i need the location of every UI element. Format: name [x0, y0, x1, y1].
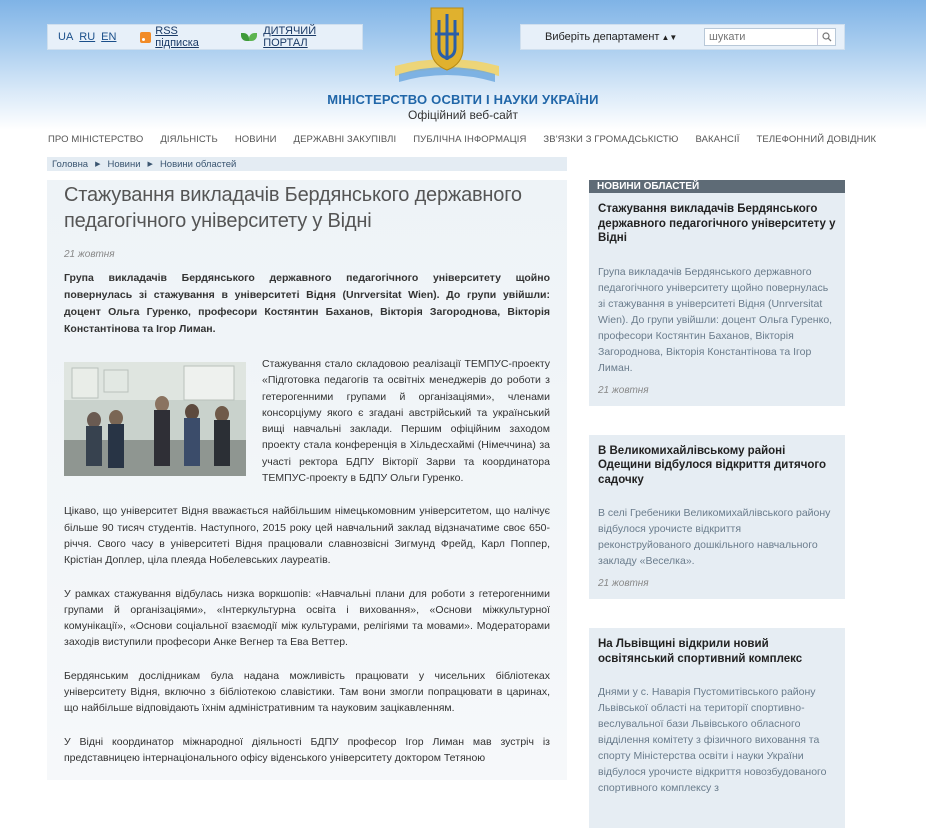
nav-item-public-info[interactable]: ПУБЛІЧНА ІНФОРМАЦІЯ — [413, 134, 527, 145]
article-lead: Група викладачів Бердянського державного педагогічного університету щойно повернулась зі стажування в університеті Відня (Unrversitat Wien). До групи увійшли: доцент Ольга Гуренко, професори Костянтин Баханов, Вікторія Загороднова, Вікторія Константінова та Ігор Лиман. — [64, 272, 550, 335]
lang-ru[interactable]: RU — [79, 31, 96, 43]
article-title: Стажування викладачів Бердянського державного педагогічного університету у Відні — [64, 184, 522, 232]
breadcrumb-current: Новини областей — [159, 158, 237, 170]
news-excerpt: Днями у с. Наварія Пустомитівського району Львівської області на території спортивно-веслувальної бази Львівського обласного відділення комітету з фізичного виховання та спорту Міністерства освіти і науки України відбулося урочисте відкриття новозбудованого спортивного комплексу з — [598, 686, 827, 794]
news-title-link[interactable]: На Львівщині відкрили новий освітянський спортивний комплекс — [598, 638, 803, 665]
main-nav — [48, 134, 893, 145]
article-photo — [64, 362, 246, 476]
article-paragraph: Стажування стало складовою реалізації ТЕМПУС-проекту «Підготовка педагогів та освітніх менеджерів до роботи з гетерогенними групами й організаціями», членами консорціуму якого є згадані австрійський та український вищі навчальні заклади. Першим офіційним заходом проекту стала конференція в Хільдесхаймі (Німеччина) за участі ректора БДПУ Вікторії Зарви та координатора ТЕМПУС-проекту в БДПУ Ольги Гуренко. — [262, 358, 550, 485]
news-date: 21 жовтня — [598, 578, 649, 589]
kids-portal-link[interactable]: ДИТЯЧИЙ ПОРТАЛ — [263, 25, 317, 49]
article-paragraph: Цікаво, що університет Відня вважається найбільшим німецькомовним університетом, що налічує більше 90 тисяч студентів. Наступного, 2015 року цей навчальний заклад відзначатиме своє 650-річчя. Свого часу в університеті Відня працювали славнозвісні Зигмунд Фрейд, Карл Поппер, Крістіан Доплер, ціла плеяда Нобелевських лауреатів. — [64, 505, 550, 567]
nav-item-about[interactable]: ПРО МІНІСТЕРСТВО — [48, 134, 144, 145]
breadcrumb-arrow-icon: ▶ — [147, 161, 153, 168]
article-paragraph: У рамках стажування відбулась низка воркшопів: «Навчальні плани для роботи з гетерогенними групами й організаціями», «Інтеркультурна освіта і виховання», «Основи міжкультурної комунікації», «Основи соціальної взаємодії між культурами, релігіями та мовами». Модераторами заходів виступили професори Анке Вегнер та Ева Веттер. — [64, 587, 550, 649]
nav-item-phonebook[interactable]: ТЕЛЕФОННИЙ ДОВІДНИК — [756, 134, 877, 145]
news-card — [589, 628, 845, 828]
search-input[interactable] — [705, 31, 817, 43]
news-card — [589, 193, 845, 406]
breadcrumb — [47, 157, 567, 171]
site-title[interactable]: МІНІСТЕРСТВО ОСВІТИ І НАУКИ УКРАЇНИ — [327, 92, 599, 107]
sidebar-heading: НОВИНИ ОБЛАСТЕЙ — [589, 180, 845, 193]
breadcrumb-home[interactable]: Головна — [52, 158, 89, 170]
nav-item-procurement[interactable]: ДЕРЖАВНІ ЗАКУПІВЛІ — [293, 134, 397, 145]
nav-item-activity[interactable]: ДІЯЛЬНІСТЬ — [160, 134, 218, 145]
nav-item-news[interactable]: НОВИНИ — [234, 134, 277, 145]
select-arrows-icon[interactable]: ▲▼ — [661, 32, 678, 42]
article — [47, 180, 567, 780]
breadcrumb-news[interactable]: Новини — [107, 158, 141, 170]
search-icon[interactable] — [817, 29, 835, 45]
topbar-right — [520, 24, 845, 50]
nav-item-vacancies[interactable]: ВАКАНСІЇ — [695, 134, 740, 145]
coat-of-arms-emblem — [393, 4, 501, 86]
lang-en[interactable]: EN — [101, 31, 117, 43]
breadcrumb-arrow-icon: ▶ — [95, 161, 101, 168]
news-excerpt: Група викладачів Бердянського державного педагогічного університету щойно повернулась зі стажування в університеті Відня (Unrversitat Wien). До групи увійшли: доцент Ольга Гуренко, професори Костянтин Баханов, Вікторія Загороднова, Вікторія Константінова та Ігор Лиман. — [598, 265, 833, 374]
leaf-icon — [241, 32, 257, 42]
lang-ua[interactable]: UA — [58, 31, 74, 43]
article-paragraph: Бердянським дослідникам була надана можливість працювати у чисельних бібліотеках університету Відня, включно з бібліотекою славістики. Там вони змогли попрацювати в царинах, що найбільше відповідають їхнім адміністративним та науковим зацікавленням. — [64, 669, 550, 715]
department-select[interactable]: Виберіть департамент — [545, 31, 660, 43]
news-excerpt: В селі Гребеники Великомихайлівського району відбулося урочисте відкриття реконструйованого дошкільного навчального закладу «Веселка». — [598, 507, 831, 567]
rss-link[interactable]: RSS підписка — [155, 25, 199, 49]
sidebar-news — [589, 180, 845, 828]
topbar-left — [47, 24, 363, 50]
news-card — [589, 435, 845, 600]
article-paragraph: У Відні координатор міжнародної діяльності БДПУ професор Ігор Лиман мав зустріч із представницею інтернаціонального офісу віденського університету доктором Тетяною — [64, 735, 550, 764]
article-date: 21 жовтня — [64, 249, 115, 260]
news-title-link[interactable]: Стажування викладачів Бердянського державного педагогічного університету у Відні — [598, 203, 836, 244]
news-title-link[interactable]: В Великомихайлівському районі Одещини відбулося відкриття дитячого садочку — [598, 444, 827, 486]
search-box — [704, 28, 836, 46]
site-subtitle: Офіційний веб-сайт — [407, 108, 518, 122]
news-date: 21 жовтня — [598, 384, 649, 396]
nav-item-community[interactable]: ЗВ'ЯЗКИ З ГРОМАДСЬКІСТЮ — [543, 134, 679, 145]
rss-icon — [140, 32, 151, 43]
